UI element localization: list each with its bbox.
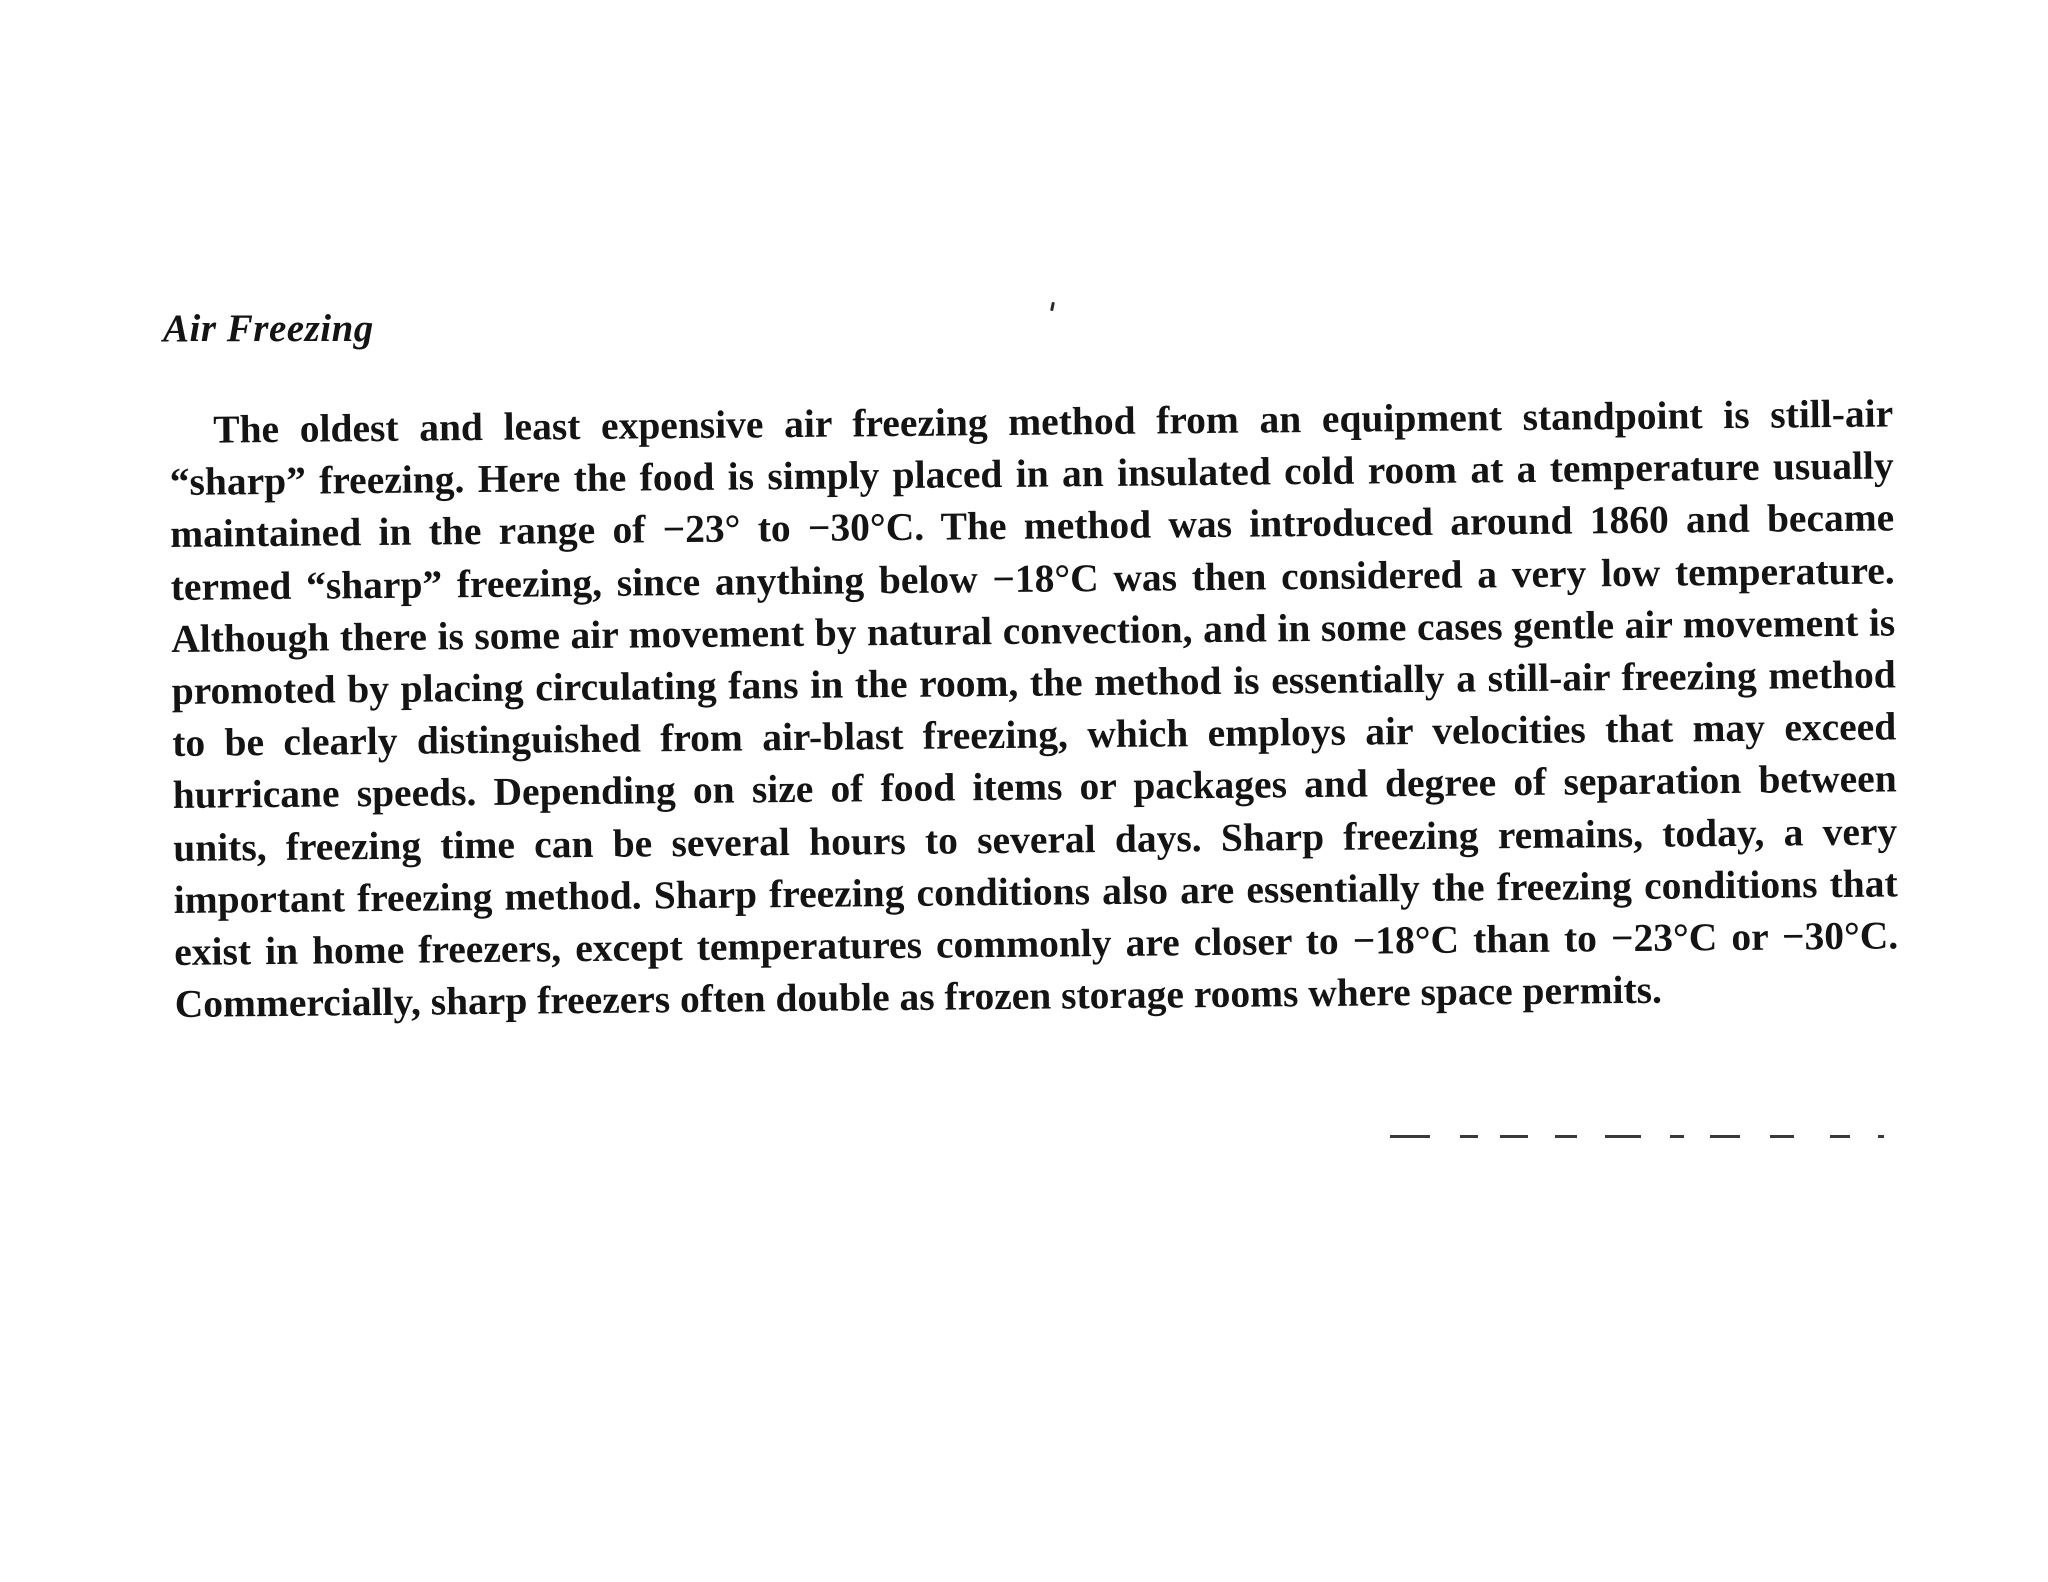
scan-speck	[1050, 302, 1055, 311]
body-paragraph: The oldest and least expensive air freezing method from an equipment standpoint is still-air “sharp” freezing. Here the food is simply placed in an insulated cold room at a temperature usually maintained in the range of −23° to −30°C. The method was introduced around 1860 and became termed “sharp” freezing, since anything below −18°C was then considered a very low temperature. Although there is some air movement by natural convection, and in some cases gentle air movement is promoted by placing circulating fans in the room, the method is essentially a still-air freezing method to be clearly distinguished from air-blast freezing, which employs air velocities that may exceed hurricane speeds. Depending on size of food items or packages and degree of separation between units, freezing time can be several hours to several days. Sharp freezing remains, today, a very important freezing method. Sharp freezing conditions also are essentially the freezing conditions that exist in home freezers, except temperatures commonly are closer to −18°C than to −23°C or −30°C. Commercially, sharp freezers often double as frozen storage rooms where space permits.	[169, 391, 1899, 1027]
cropped-next-line-fragment	[1390, 1135, 1890, 1138]
section-heading: Air Freezing	[163, 307, 374, 350]
